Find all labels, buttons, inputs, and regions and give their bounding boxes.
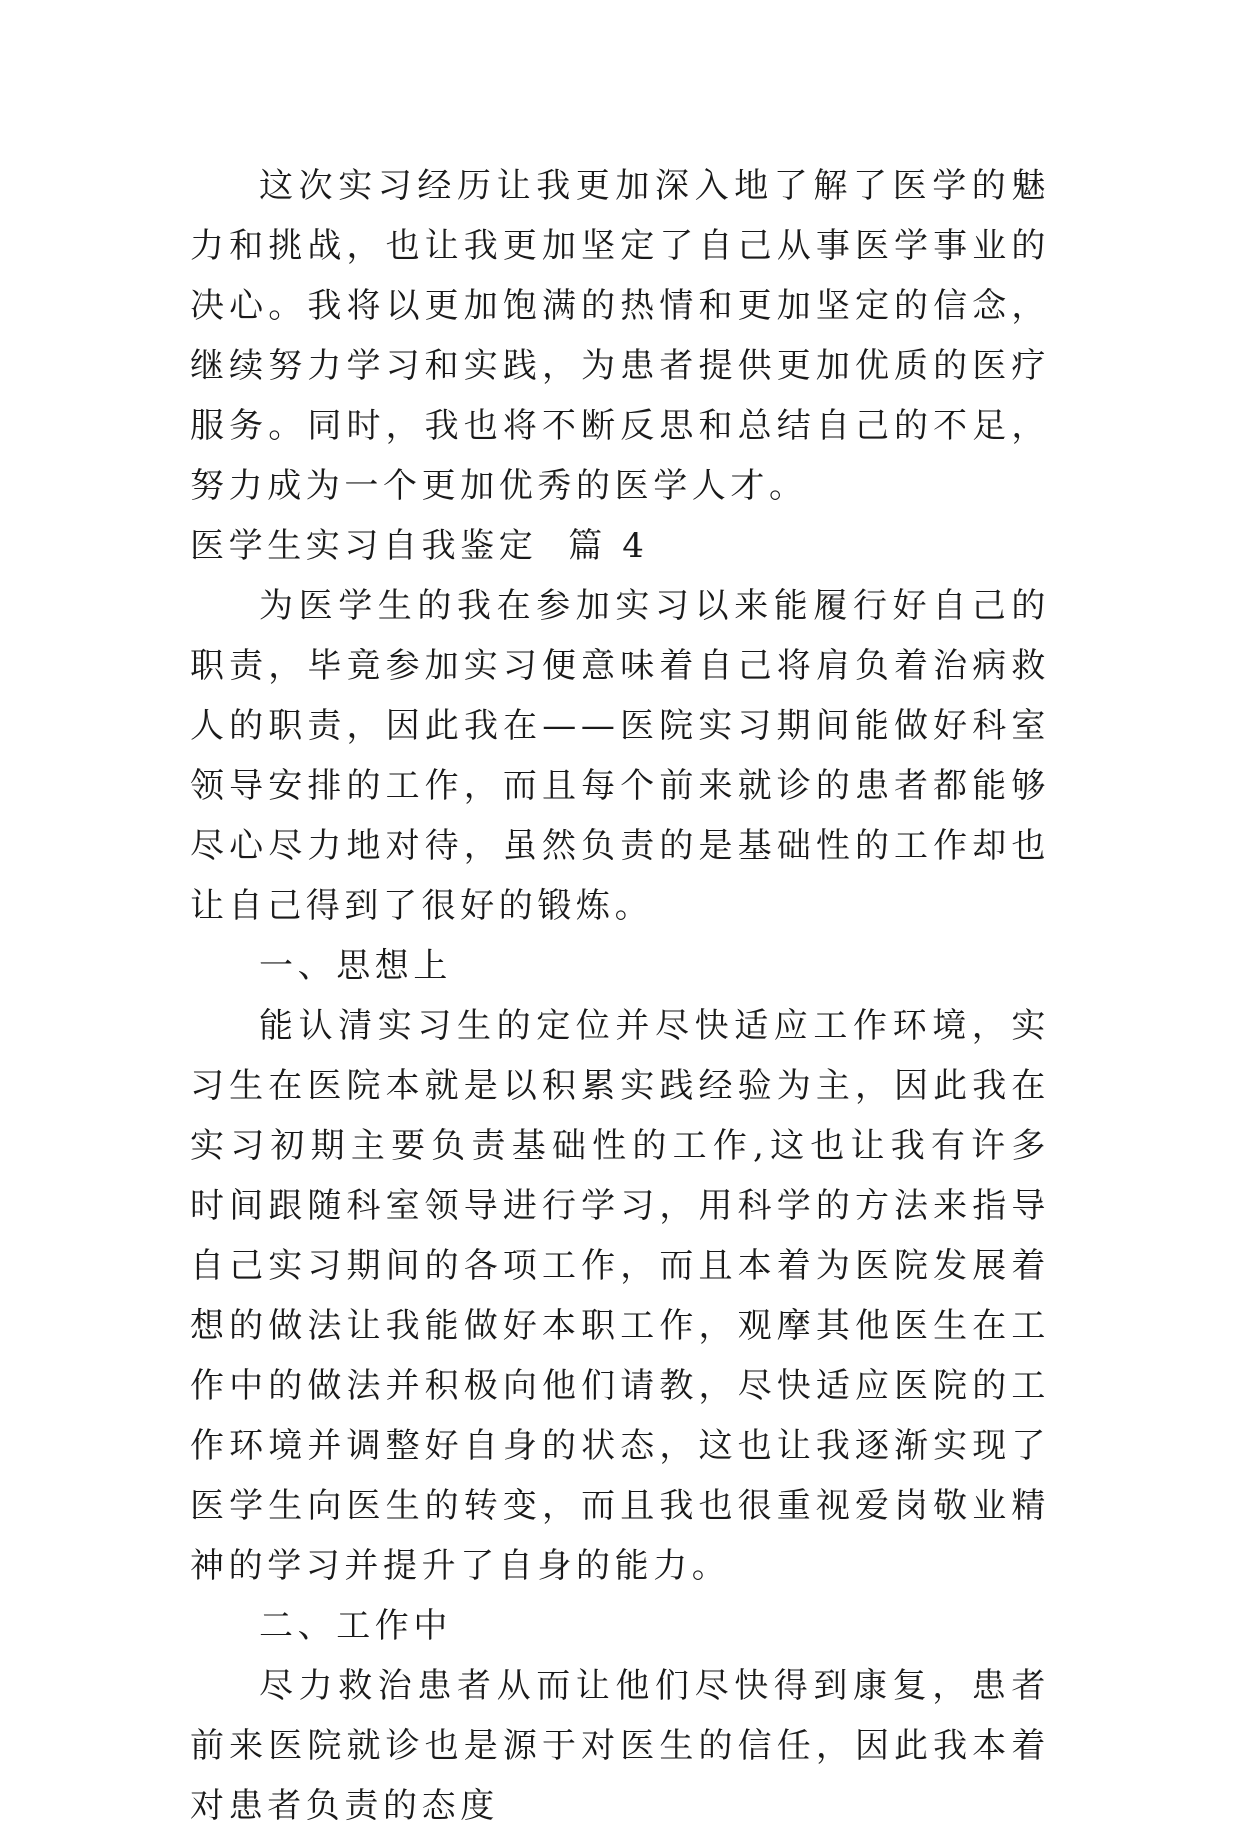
section-heading-thought: 一、思想上 xyxy=(259,946,452,986)
paragraph-4: 尽力救治患者从而让他们尽快得到康复，患者前来医院就诊也是源于对医生的信任，因此我本着对患者负责的态度 xyxy=(190,1666,1050,1826)
paragraph-3: 能认清实习生的定位并尽快适应工作环境，实习生在医院本就是以积累实践经验为主，因此我在实习初期主要负责基础性的工作,这也让我有许多时间跟随科室领导进行学习，用科学的方法来指导自己实习期间的各项工作，而且本着为医院发展着想的做法让我能做好本职工作，观摩其他医生在工作中的做法并积极向他们请教，尽快适应医院的工作环境并调整好自身的状态，这也让我逐渐实现了医学生向医生的转变，而且我也很重视爱岗敬业精神的学习并提升了自身的能力。 xyxy=(190,1006,1050,1586)
document-body xyxy=(190,156,1050,1836)
paragraph-1: 这次实习经历让我更加深入地了解了医学的魅力和挑战，也让我更加坚定了自己从事医学事业的决心。我将以更加饱满的热情和更加坚定的信念，继续努力学习和实践，为患者提供更加优质的医疗服务。同时，我也将不断反思和总结自己的不足，努力成为一个更加优秀的医学人才。 xyxy=(190,166,1050,506)
document-title: 医学生实习自我鉴定 篇 4 xyxy=(190,526,649,566)
paragraph-2: 为医学生的我在参加实习以来能履行好自己的职责，毕竟参加实习便意味着自己将肩负着治病救人的职责，因此我在——医院实习期间能做好科室领导安排的工作，而且每个前来就诊的患者都能够尽心尽力地对待，虽然负责的是基础性的工作却也让自己得到了很好的锻炼。 xyxy=(190,586,1050,926)
section-heading-work: 二、工作中 xyxy=(259,1606,452,1646)
